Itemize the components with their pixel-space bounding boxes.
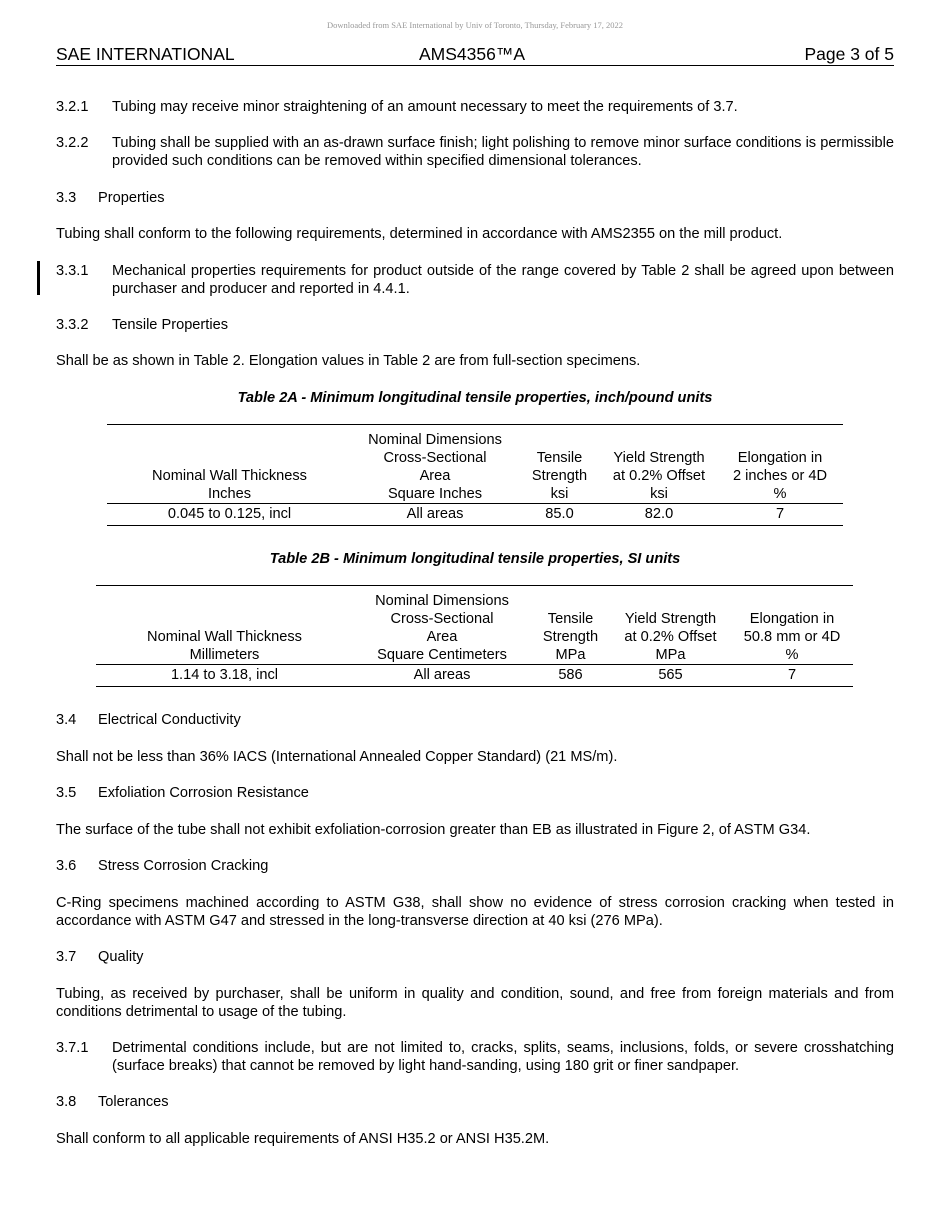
table-header-cell xyxy=(96,586,353,665)
header-line: Nominal Wall Thickness xyxy=(147,629,302,645)
section-number: 3.3.2 xyxy=(56,317,89,333)
section-number: 3.2.1 xyxy=(56,99,89,115)
header-doc-number: AMS4356™A xyxy=(419,44,526,64)
section-3-8-text: Shall conform to all applicable requirements of ANSI H35.2 or ANSI H35.2M. xyxy=(56,1131,550,1147)
section-3-3-2-text: Shall be as shown in Table 2. Elongation values in Table 2 are from full-section specimens. xyxy=(56,353,641,369)
table-cell: 82.0 xyxy=(601,504,717,526)
header-line: Tensile xyxy=(547,611,594,627)
section-3-4-text: Shall not be less than 36% IACS (International Annealed Copper Standard) (21 MS/m). xyxy=(56,749,618,765)
revision-change-bar xyxy=(37,261,40,295)
table-header-cell xyxy=(610,586,731,665)
header-line: Area xyxy=(426,629,458,645)
table-row xyxy=(107,504,843,526)
section-title: Tensile Properties xyxy=(112,317,228,333)
table-header-cell xyxy=(601,425,717,504)
section-number: 3.8 xyxy=(56,1094,77,1110)
table-header-cell xyxy=(352,425,518,504)
header-line: MPa xyxy=(655,647,686,663)
section-number: 3.3.1 xyxy=(56,263,89,279)
header-line: Elongation in xyxy=(749,611,835,627)
header-line: Strength xyxy=(531,468,588,484)
header-line: Cross-Sectional xyxy=(383,450,487,466)
header-line: Elongation in xyxy=(737,450,823,466)
section-title: Tolerances xyxy=(98,1094,169,1110)
section-title: Electrical Conductivity xyxy=(98,712,241,728)
header-line: Area xyxy=(419,468,451,484)
section-3-2-1 xyxy=(56,98,894,116)
section-3-7-1 xyxy=(56,1039,894,1075)
header-line: MPa xyxy=(555,647,586,663)
section-number: 3.7 xyxy=(56,949,77,965)
section-text: Tubing may receive minor straightening of an amount necessary to meet the requirements of 3.7. xyxy=(112,99,738,115)
header-line: Square Centimeters xyxy=(377,647,507,663)
section-text: Mechanical properties requirements for product outside of the range covered by Table 2 shall be agreed upon between purchaser and producer and reported in 4.4.1. xyxy=(112,263,894,297)
header-line: 2 inches or 4D xyxy=(732,468,828,484)
section-3-6-heading xyxy=(56,857,894,875)
header-line: Cross-Sectional xyxy=(390,611,494,627)
table-2a-caption: Table 2A - Minimum longitudinal tensile properties, inch/pound units xyxy=(237,390,713,406)
table-cell: 586 xyxy=(531,665,610,687)
section-text: Tubing shall be supplied with an as-drawn surface finish; light polishing to remove minor surface conditions is permissible provided such conditions can be removed within specified dimensional tolerances. xyxy=(112,135,894,169)
table-2a xyxy=(107,424,843,526)
page-header xyxy=(56,45,894,66)
section-title: Exfoliation Corrosion Resistance xyxy=(98,785,309,801)
table-2b xyxy=(96,585,853,687)
header-page-number: Page 3 of 5 xyxy=(804,44,894,64)
section-number: 3.3 xyxy=(56,190,77,206)
header-line: Nominal Dimensions xyxy=(375,593,509,609)
table-header-cell xyxy=(107,425,352,504)
table-cell: 1.14 to 3.18, incl xyxy=(96,665,353,687)
header-line: Millimeters xyxy=(189,647,260,663)
table-cell: 7 xyxy=(731,665,853,687)
section-text: Detrimental conditions include, but are not limited to, cracks, splits, seams, inclusions, folds, or severe crosshatching (surface breaks) that cannot be removed by light hand-sanding, using 180 grit or finer sandpaper. xyxy=(112,1040,894,1074)
section-3-8-heading xyxy=(56,1093,894,1111)
section-number: 3.6 xyxy=(56,858,77,874)
section-title: Stress Corrosion Cracking xyxy=(98,858,269,874)
section-3-2-2 xyxy=(56,134,894,170)
header-line: ksi xyxy=(650,486,668,502)
section-3-6-text: C-Ring specimens machined according to ASTM G38, shall show no evidence of stress corrosion cracking when tested in accordance with ASTM G47 and stressed in the long-transverse direction at 40 ksi (276 MPa). xyxy=(56,895,894,929)
section-3-3-text: Tubing shall conform to the following requirements, determined in accordance with AMS2355 on the mill product. xyxy=(56,226,783,242)
table-2b-caption: Table 2B - Minimum longitudinal tensile properties, SI units xyxy=(269,551,681,567)
section-3-5-heading xyxy=(56,784,894,802)
section-3-5-text: The surface of the tube shall not exhibit exfoliation-corrosion greater than EB as illustrated in Figure 2, of ASTM G34. xyxy=(56,822,811,838)
header-line: Nominal Dimensions xyxy=(368,432,502,448)
section-3-4-heading xyxy=(56,711,894,729)
header-line: at 0.2% Offset xyxy=(624,629,717,645)
table-header-cell xyxy=(531,586,610,665)
table-header-cell xyxy=(353,586,531,665)
section-3-3-heading xyxy=(56,189,894,207)
section-number: 3.2.2 xyxy=(56,135,89,151)
header-line: Inches xyxy=(208,486,251,502)
section-3-7-text: Tubing, as received by purchaser, shall be uniform in quality and condition, sound, and free from foreign materials and from conditions detrimental to usage of the tubing. xyxy=(56,986,894,1020)
header-line: at 0.2% Offset xyxy=(612,468,706,484)
section-3-3-2-heading xyxy=(56,316,894,334)
table-cell: 7 xyxy=(717,504,843,526)
header-line: Nominal Wall Thickness xyxy=(152,468,307,484)
header-line: Yield Strength xyxy=(613,450,705,466)
table-cell: 0.045 to 0.125, incl xyxy=(107,504,352,526)
section-number: 3.7.1 xyxy=(56,1040,89,1056)
header-line: Square Inches xyxy=(387,486,483,502)
section-title: Properties xyxy=(98,190,165,206)
section-number: 3.4 xyxy=(56,712,77,728)
table-header-cell xyxy=(717,425,843,504)
table-row xyxy=(96,665,853,687)
table-cell: All areas xyxy=(353,665,531,687)
table-cell: All areas xyxy=(352,504,518,526)
table-header-cell xyxy=(518,425,601,504)
section-number: 3.5 xyxy=(56,785,77,801)
header-line: ksi xyxy=(550,486,569,502)
header-line: Strength xyxy=(542,629,599,645)
header-line: 50.8 mm or 4D xyxy=(743,629,841,645)
header-line: Yield Strength xyxy=(624,611,717,627)
section-title: Quality xyxy=(98,949,144,965)
table-header-cell xyxy=(731,586,853,665)
download-watermark: Downloaded from SAE International by Univ of Toronto, Thursday, February 17, 2022 xyxy=(327,20,623,30)
header-org: SAE INTERNATIONAL xyxy=(56,44,235,64)
section-3-3-1 xyxy=(56,262,894,298)
header-line: Tensile xyxy=(536,450,583,466)
table-cell: 565 xyxy=(610,665,731,687)
header-line: % xyxy=(773,486,787,502)
section-3-7-heading xyxy=(56,948,894,966)
table-cell: 85.0 xyxy=(518,504,601,526)
header-line: % xyxy=(785,647,799,663)
